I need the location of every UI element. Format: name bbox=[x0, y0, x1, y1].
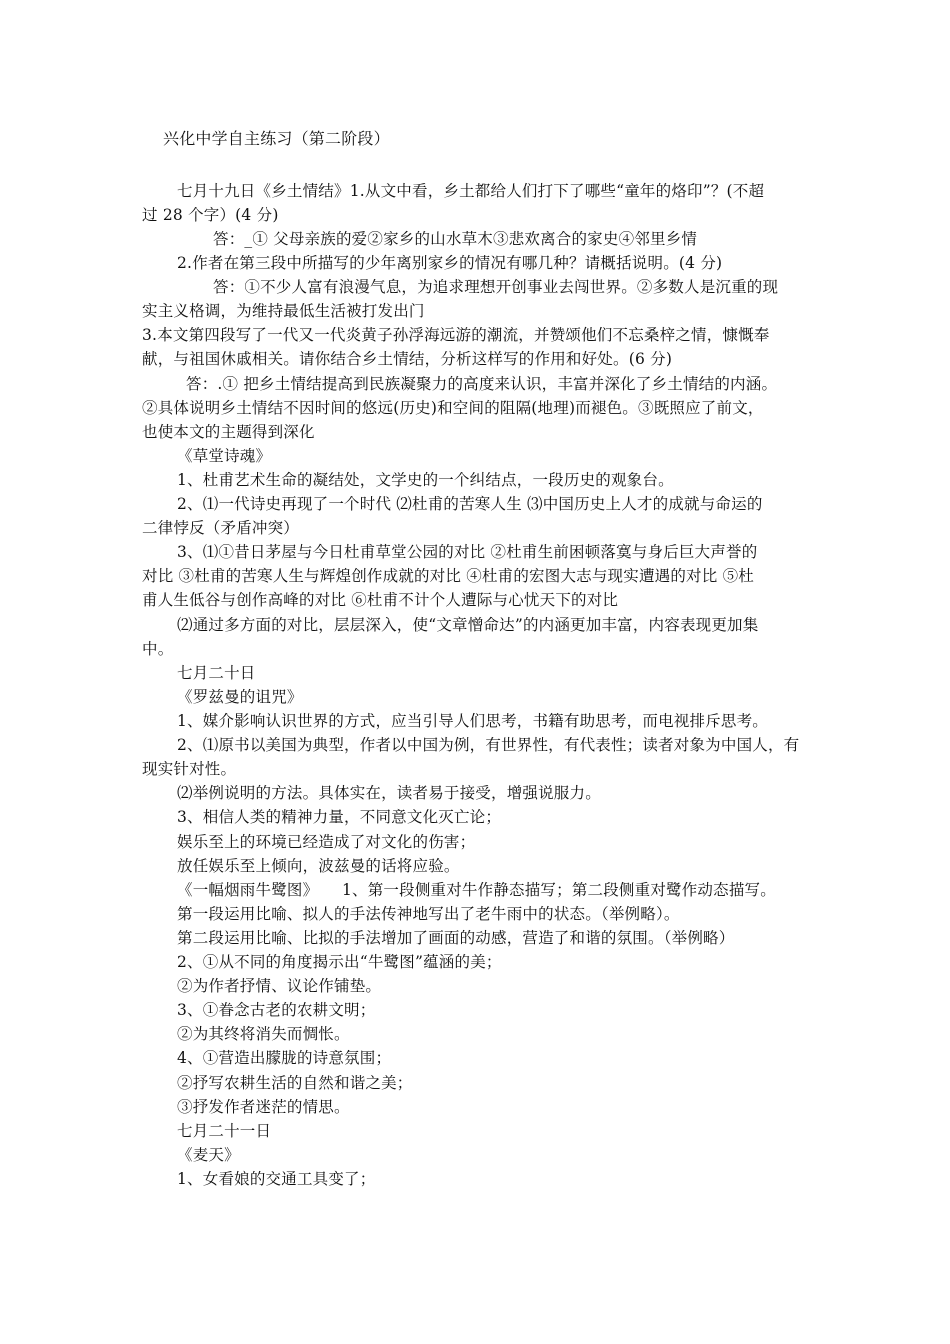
text-line: ②为作者抒情、议论作铺垫。 bbox=[177, 977, 382, 995]
text-line: 中。 bbox=[142, 640, 174, 658]
text-line: 1、媒介影响认识世界的方式，应当引导人们思考，书籍有助思考，而电视排斥思考。 bbox=[177, 712, 768, 730]
section-title: 《罗兹曼的诅咒》 bbox=[177, 688, 303, 706]
text-line: ⑵通过多方面的对比，层层深入，使“文章憎命达”的内涵更加丰富，内容表现更加集 bbox=[177, 616, 759, 634]
text-line: 答：_① 父母亲族的爱②家乡的山水草木③悲欢离合的家史④邻里乡情 bbox=[213, 230, 698, 248]
text-line: 答：①不少人富有浪漫气息，为追求理想开创事业去闯世界。②多数人是沉重的现 bbox=[213, 278, 779, 296]
text-line: 娱乐至上的环境已经造成了对文化的伤害； bbox=[177, 833, 476, 851]
text-line: 3、相信人类的精神力量，不同意文化灭亡论； bbox=[177, 808, 502, 826]
text-line: ⑵举例说明的方法。具体实在，读者易于接受，增强说服力。 bbox=[177, 784, 601, 802]
text-line: ②具体说明乡土情结不因时间的悠远(历史)和空间的阻隔(地理)而褪色。③既照应了前文， bbox=[142, 399, 764, 417]
text-line: 献，与祖国休戚相关。请你结合乡土情结，分析这样写的作用和好处。(6 分) bbox=[142, 350, 673, 368]
text-line: 4、①营造出朦胧的诗意氛围； bbox=[177, 1049, 392, 1067]
document-title: 兴化中学自主练习（第二阶段） bbox=[163, 129, 390, 148]
text-line: 实主义格调，为维持最低生活被打发出门 bbox=[142, 302, 425, 320]
text-line: 也使本文的主题得到深化 bbox=[142, 423, 315, 441]
text-line: 2、⑴一代诗史再现了一个时代 ⑵杜甫的苦寒人生 ⑶中国历史上人才的成就与命运的 bbox=[177, 495, 763, 513]
text-line: ②抒写农耕生活的自然和谐之美； bbox=[177, 1074, 413, 1092]
text-line: 1、杜甫艺术生命的凝结处，文学史的一个纠结点，一段历史的观象台。 bbox=[177, 471, 674, 489]
text-line: ③抒发作者迷茫的情思。 bbox=[177, 1098, 350, 1116]
text-line: 七月十九日《乡土情结》1.从文中看，乡土都给人们打下了哪些“童年的烙印”？(不超 bbox=[177, 182, 765, 200]
section-title: 《麦天》 bbox=[177, 1146, 240, 1164]
text-line: 1、女看娘的交通工具变了； bbox=[177, 1170, 376, 1188]
section-title: 《草堂诗魂》 bbox=[177, 447, 272, 465]
text-line: 2、⑴原书以美国为典型，作者以中国为例，有世界性，有代表性；读者对象为中国人，有 bbox=[177, 736, 800, 754]
text-line: 二律悖反（矛盾冲突） bbox=[142, 519, 300, 537]
text-line: 答：.① 把乡土情结提高到民族凝聚力的高度来认识，丰富并深化了乡土情结的内涵。 bbox=[186, 375, 778, 393]
text-line: 第二段运用比喻、比拟的手法增加了画面的动感，营造了和谐的氛围。（举例略） bbox=[177, 929, 735, 947]
text-line: 甫人生低谷与创作高峰的对比 ⑥杜甫不计个人遭际与心忧天下的对比 bbox=[142, 591, 619, 609]
text-line: ②为其终将消失而惆怅。 bbox=[177, 1025, 350, 1043]
text-line: 过 28 个字）(4 分) bbox=[142, 206, 279, 224]
text-line: 现实针对性。 bbox=[142, 760, 237, 778]
text-line: 对比 ③杜甫的苦寒人生与辉煌创作成就的对比 ④杜甫的宏图大志与现实遭遇的对比 ⑤杜 bbox=[142, 567, 754, 585]
text-line: 2、①从不同的角度揭示出“牛鹭图”蕴涵的美； bbox=[177, 953, 502, 971]
date-heading: 七月二十日 bbox=[177, 664, 256, 682]
text-line: 3、①眷念古老的农耕文明； bbox=[177, 1001, 376, 1019]
text-line: 2.作者在第三段中所描写的少年离别家乡的情况有哪几种？请概括说明。(4 分) bbox=[177, 254, 723, 272]
text-line: 放任娱乐至上倾向，波兹曼的话将应验。 bbox=[177, 857, 460, 875]
date-heading: 七月二十一日 bbox=[177, 1122, 272, 1140]
text-line: 第一段运用比喻、拟人的手法传神地写出了老牛雨中的状态。（举例略）。 bbox=[177, 905, 680, 923]
text-line: 3.本文第四段写了一代又一代炎黄子孙浮海远游的潮流，并赞颂他们不忘桑梓之情，慷慨奉 bbox=[142, 326, 770, 344]
text-line: 3、⑴①昔日茅屋与今日杜甫草堂公园的对比 ②杜甫生前困顿落寞与身后巨大声誉的 bbox=[177, 543, 758, 561]
text-line: 《一幅烟雨牛鹭图》 1、第一段侧重对牛作静态描写；第二段侧重对鹭作动态描写。 bbox=[177, 881, 776, 899]
